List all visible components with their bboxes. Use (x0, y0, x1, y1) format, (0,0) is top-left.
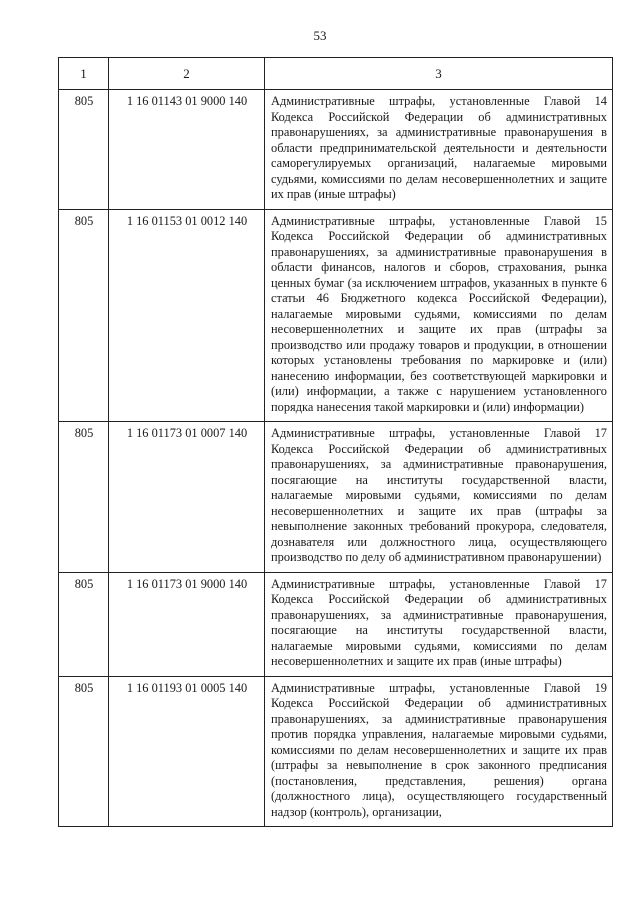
description-cell: Административные штрафы, установленные Главой 14 Кодекса Российской Федерации об административных правонарушениях, за административные правонарушения в области предпринимательской деятельности и деятельности саморегулируемых организаций, налагаемые мировыми судьями, комиссиями по делам несовершеннолетних и защите их прав (иные штрафы) (265, 90, 613, 210)
table-row (59, 422, 613, 573)
column-header-1: 1 (59, 58, 109, 90)
table-row (59, 209, 613, 422)
table-row (59, 572, 613, 676)
column-header-2: 2 (109, 58, 265, 90)
admin-code-cell: 805 (59, 676, 109, 827)
description-cell: Административные штрафы, установленные Главой 19 Кодекса Российской Федерации об административных правонарушениях, за административные правонарушения против порядка управления, налагаемые мировыми судьями, комиссиями по делам несовершеннолетних и защите их прав (штрафы за невыполнение в срок законного предписания (постановления, представления, решения) органа (должностного лица), осуществляющего государственный надзор (контроль), организации, (265, 676, 613, 827)
table-header-row (59, 58, 613, 90)
admin-code-cell: 805 (59, 209, 109, 422)
budget-code-cell: 1 16 01153 01 0012 140 (109, 209, 265, 422)
description-cell: Административные штрафы, установленные Главой 17 Кодекса Российской Федерации об административных правонарушениях, за административные правонарушения, посягающие на институты государственной власти, налагаемые мировыми судьями, комиссиями по делам несовершеннолетних и защите их прав (иные штрафы) (265, 572, 613, 676)
budget-code-cell: 1 16 01193 01 0005 140 (109, 676, 265, 827)
admin-code-cell: 805 (59, 572, 109, 676)
budget-code-table (58, 57, 613, 827)
description-cell: Административные штрафы, установленные Главой 15 Кодекса Российской Федерации об административных правонарушениях, за административные правонарушения в области финансов, налогов и сборов, страхования, рынка ценных бумаг (за исключением штрафов, указанных в пункте 6 статьи 46 Бюджетного кодекса Российской Федерации), налагаемые мировыми судьями, комиссиями по делам несовершеннолетних и защите их прав (штрафы за производство или продажу товаров и продукции, в отношении которых установлены требования по маркировке и (или) нанесению информации, без соответствующей маркировки и (или) информации, а также с нарушением установленного порядка нанесения такой маркировки и (или) информации) (265, 209, 613, 422)
page-number: 53 (313, 28, 327, 43)
admin-code-cell: 805 (59, 422, 109, 573)
description-cell: Административные штрафы, установленные Главой 17 Кодекса Российской Федерации об административных правонарушениях, за административные правонарушения, посягающие на институты государственной власти, налагаемые мировыми судьями, комиссиями по делам несовершеннолетних и защите их прав (штрафы за невыполнение законных требований прокурора, следователя, дознавателя или должностного лица, осуществляющего производство по делу об административном правонарушении) (265, 422, 613, 573)
table-row (59, 90, 613, 210)
admin-code-cell: 805 (59, 90, 109, 210)
budget-code-cell: 1 16 01143 01 9000 140 (109, 90, 265, 210)
table-row (59, 676, 613, 827)
budget-code-cell: 1 16 01173 01 0007 140 (109, 422, 265, 573)
budget-code-cell: 1 16 01173 01 9000 140 (109, 572, 265, 676)
column-header-3: 3 (265, 58, 613, 90)
